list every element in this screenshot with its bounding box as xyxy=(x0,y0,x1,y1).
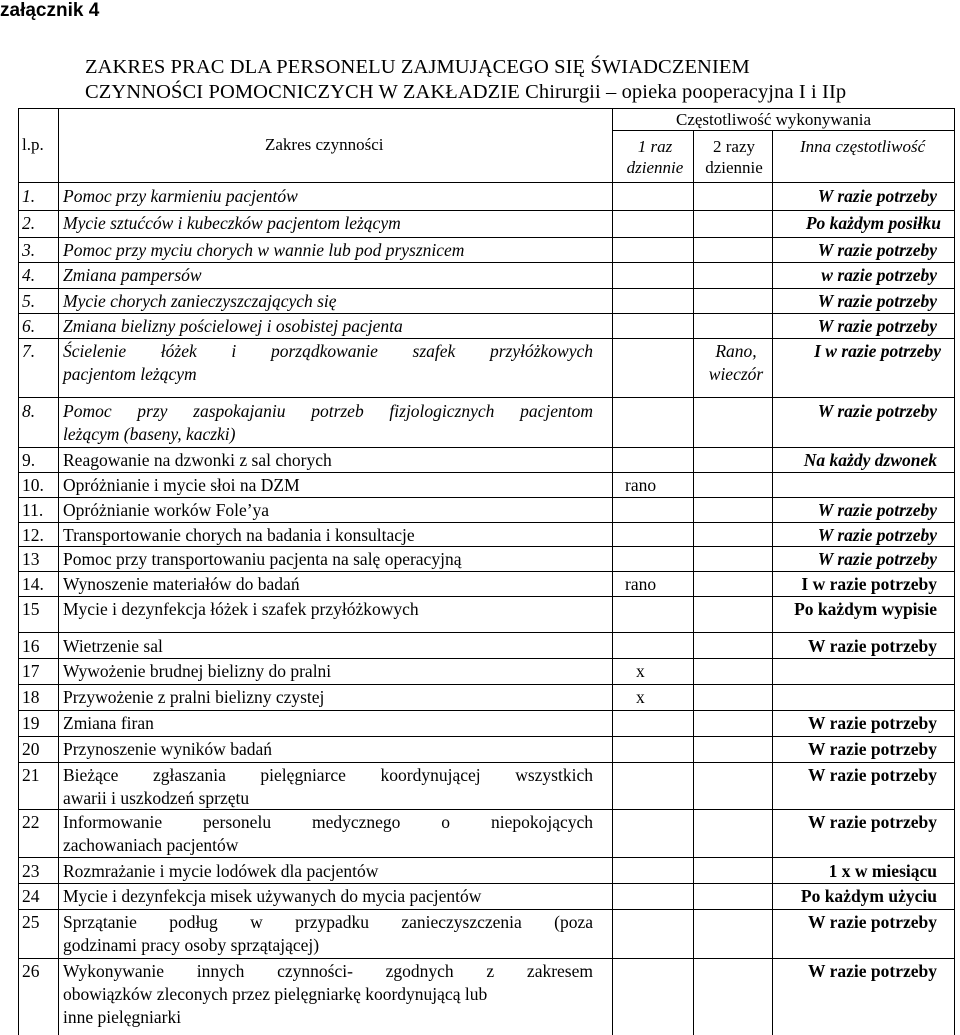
row-description xyxy=(63,340,593,386)
row-description-line2: awarii i uszkodzeń sprzętu xyxy=(63,788,250,808)
border xyxy=(18,632,955,633)
row-frequency: I w razie potrzeby xyxy=(814,341,941,361)
row-description: Zmiana bielizny pościelowej i osobistej pacjenta xyxy=(63,316,403,336)
row-description xyxy=(63,764,593,810)
row-frequency: W razie potrzeby xyxy=(817,186,937,206)
border xyxy=(18,262,955,263)
row-number: 15 xyxy=(22,599,40,619)
border xyxy=(612,182,613,1035)
border xyxy=(18,497,955,498)
row-number: 22 xyxy=(22,812,40,832)
row-description-line2: godzinami pracy osoby sprzątającej) xyxy=(63,935,320,955)
border xyxy=(18,809,955,810)
row-frequency: W razie potrzeby xyxy=(817,525,937,545)
row-frequency: w razie potrzeby xyxy=(821,265,937,285)
row-once-daily: rano xyxy=(625,574,657,594)
border xyxy=(18,397,955,398)
row-number: 16 xyxy=(22,636,40,656)
border xyxy=(58,182,59,1035)
row-description xyxy=(63,960,593,1029)
row-frequency: W razie potrzeby xyxy=(817,240,937,260)
row-once-daily: rano xyxy=(625,475,657,495)
border xyxy=(18,762,955,763)
header-once-daily-line2: dziennie xyxy=(626,158,684,177)
row-once-daily: x xyxy=(636,687,645,707)
header-twice-daily-line1: 2 razy xyxy=(712,137,755,156)
row-frequency: W razie potrzeby xyxy=(808,739,937,759)
row-frequency: W razie potrzeby xyxy=(808,812,937,832)
annex-label: załącznik 4 xyxy=(0,0,100,21)
row-number: 4. xyxy=(22,265,36,285)
border xyxy=(18,338,955,339)
header-twice-daily xyxy=(702,136,766,178)
row-description-line1: Ścielenie łóżek i porządkowanie szafek przyłóżkowych xyxy=(63,341,593,361)
border xyxy=(18,108,19,182)
header-twice-daily-line2: dziennie xyxy=(705,158,763,177)
row-number: 2. xyxy=(22,213,36,233)
row-description xyxy=(63,811,593,857)
row-frequency: Po każdym posiłku xyxy=(805,213,941,233)
border xyxy=(772,182,773,1035)
header-lp: l.p. xyxy=(22,135,44,154)
row-frequency: I w razie potrzeby xyxy=(801,574,937,594)
row-frequency: W razie potrzeby xyxy=(817,291,937,311)
row-description-line1: Wykonywanie innych czynności- zgodnych z zakresem xyxy=(63,961,593,981)
title-line-2: CZYNNOŚCI POMOCNICZYCH W ZAKŁADZIE Chirurgii – opieka pooperacyjna I i IIp xyxy=(85,81,847,103)
row-frequency: W razie potrzeby xyxy=(808,961,937,981)
row-description-line2: leżącym (baseny, kaczki) xyxy=(63,424,236,444)
row-description xyxy=(63,911,593,957)
border xyxy=(18,288,955,289)
border xyxy=(18,571,955,572)
border xyxy=(693,182,694,1035)
header-once-daily xyxy=(624,136,686,178)
border xyxy=(612,130,955,131)
border xyxy=(18,210,955,211)
row-description: Mycie chorych zanieczyszczających się xyxy=(63,291,337,311)
row-frequency: W razie potrzeby xyxy=(808,765,937,785)
border xyxy=(18,857,955,858)
row-number: 25 xyxy=(22,912,40,932)
row-number: 8. xyxy=(22,401,36,421)
border xyxy=(18,596,955,597)
row-number: 18 xyxy=(22,687,40,707)
border xyxy=(18,736,955,737)
row-frequency: Na każdy dzwonek xyxy=(803,450,937,470)
row-frequency: W razie potrzeby xyxy=(817,401,937,421)
title-line-1: ZAKRES PRAC DLA PERSONELU ZAJMUJĄCEGO SIĘ ŚWIADCZENIEM xyxy=(85,56,750,78)
row-frequency: Po każdym użyciu xyxy=(800,886,937,906)
row-frequency: W razie potrzeby xyxy=(808,912,937,932)
row-twice-daily xyxy=(704,340,768,386)
border xyxy=(954,182,955,1035)
row-description: Zmiana pampersów xyxy=(63,265,202,285)
border xyxy=(18,447,955,448)
row-description: Mycie sztućców i kubeczków pacjentom leżącym xyxy=(63,213,401,233)
row-frequency: 1 x w miesiącu xyxy=(828,861,937,881)
border xyxy=(18,313,955,314)
document-title xyxy=(85,55,945,105)
row-number: 13 xyxy=(22,549,40,569)
row-description: Wietrzenie sal xyxy=(63,636,163,656)
border xyxy=(18,909,955,910)
row-description: Przywożenie z pralni bielizny czystej xyxy=(63,687,325,707)
border xyxy=(612,108,613,182)
row-description: Mycie i dezynfekcja łóżek i szafek przyłóżkowych xyxy=(63,599,419,619)
border xyxy=(18,522,955,523)
row-description: Pomoc przy myciu chorych w wannie lub pod prysznicem xyxy=(63,240,465,260)
row-description-line1: Sprzątanie podług w przypadku zanieczyszczenia (poza xyxy=(63,912,593,932)
border xyxy=(18,684,955,685)
row-description: Opróżnianie worków Fole’ya xyxy=(63,500,270,520)
row-description: Zmiana firan xyxy=(63,713,154,733)
row-number: 23 xyxy=(22,861,40,881)
row-frequency: W razie potrzeby xyxy=(817,316,937,336)
row-description: Pomoc przy transportowaniu pacjenta na salę operacyjną xyxy=(63,549,462,569)
border xyxy=(772,130,773,182)
row-number: 20 xyxy=(22,739,40,759)
row-frequency: Po każdym wypisie xyxy=(794,599,937,619)
border xyxy=(18,958,955,959)
row-description: Przynoszenie wyników badań xyxy=(63,739,272,759)
row-frequency: W razie potrzeby xyxy=(808,636,937,656)
row-description: Pomoc przy karmieniu pacjentów xyxy=(63,186,298,206)
table-header xyxy=(0,108,955,182)
row-number: 26 xyxy=(22,961,40,981)
row-number: 10. xyxy=(22,475,44,495)
header-once-daily-line1: 1 raz xyxy=(637,137,673,156)
row-description-line2: zachowaniach pacjentów xyxy=(63,835,239,855)
row-number: 6. xyxy=(22,316,36,336)
border xyxy=(18,237,955,238)
row-twice-daily-line1: Rano, xyxy=(715,341,757,361)
row-number: 11. xyxy=(22,500,44,520)
header-frequency: Częstotliwość wykonywania xyxy=(676,110,871,129)
border xyxy=(18,182,19,1035)
row-number: 17 xyxy=(22,661,40,681)
row-once-daily: x xyxy=(636,661,645,681)
row-number: 5. xyxy=(22,291,36,311)
row-description: Opróżnianie i mycie słoi na DZM xyxy=(63,475,300,495)
row-description-line2: pacjentom leżącym xyxy=(63,364,197,384)
border xyxy=(18,472,955,473)
row-description-line1: Bieżące zgłaszania pielęgniarce koordynującej wszystkich xyxy=(63,765,593,785)
row-number: 14. xyxy=(22,574,44,594)
border xyxy=(693,130,694,182)
row-frequency: W razie potrzeby xyxy=(808,713,937,733)
row-number: 24 xyxy=(22,886,40,906)
row-twice-daily-line2: wieczór xyxy=(708,364,764,384)
row-number: 12. xyxy=(22,525,44,545)
row-number: 19 xyxy=(22,713,40,733)
border xyxy=(18,658,955,659)
border xyxy=(58,108,59,182)
row-frequency: W razie potrzeby xyxy=(817,549,937,569)
header-other-frequency: Inna częstotliwość xyxy=(800,137,926,156)
row-description: Reagowanie na dzwonki z sal chorych xyxy=(63,450,332,470)
row-number: 7. xyxy=(22,341,36,361)
row-description: Rozmrażanie i mycie lodówek dla pacjentów xyxy=(63,861,379,881)
row-number: 9. xyxy=(22,450,36,470)
border xyxy=(18,546,955,547)
row-number: 3. xyxy=(22,240,36,260)
border xyxy=(18,883,955,884)
row-description-line1: Informowanie personelu medycznego o niepokojących xyxy=(63,812,593,832)
row-description: Mycie i dezynfekcja misek używanych do mycia pacjentów xyxy=(63,886,482,906)
row-description: Transportowanie chorych na badania i konsultacje xyxy=(63,525,415,545)
border xyxy=(18,182,955,183)
border xyxy=(18,710,955,711)
row-frequency: W razie potrzeby xyxy=(817,500,937,520)
row-description-line3: inne pielęgniarki xyxy=(63,1007,182,1027)
row-description xyxy=(63,400,593,446)
row-description-line1: Pomoc przy zaspokajaniu potrzeb fizjologicznych pacjentom xyxy=(63,401,593,421)
row-number: 21 xyxy=(22,765,40,785)
row-number: 1. xyxy=(22,186,36,206)
row-description-line2: obowiązków zleconych przez pielęgniarkę koordynującą lub xyxy=(63,984,488,1004)
border xyxy=(954,108,955,182)
row-description: Wynoszenie materiałów do badań xyxy=(63,574,300,594)
header-scope: Zakres czynności xyxy=(265,135,384,154)
row-description: Wywożenie brudnej bielizny do pralni xyxy=(63,661,332,681)
